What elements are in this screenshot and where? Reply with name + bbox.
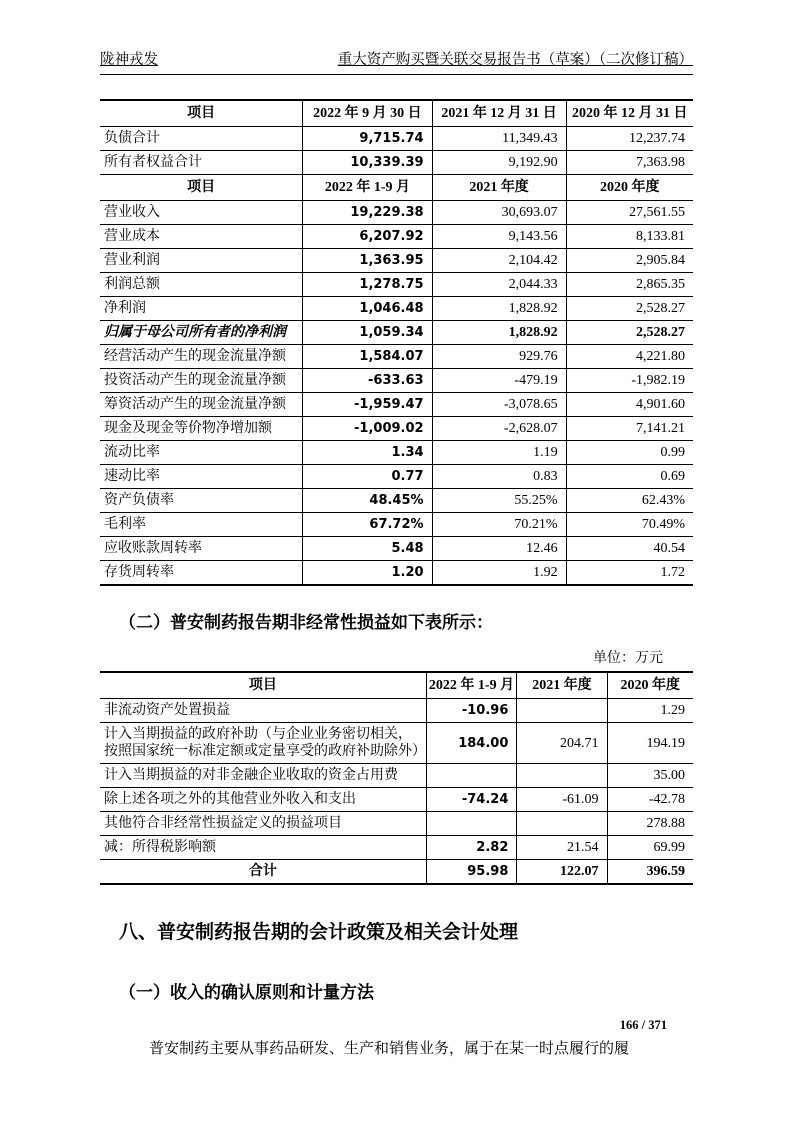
cell-value: 2022 年 1-9 月 <box>426 672 517 699</box>
row-label: 计入当期损益的对非金融企业收取的资金占用费 <box>100 764 426 788</box>
cell-value: 184.00 <box>426 723 517 764</box>
table-row <box>100 417 693 441</box>
cell-value: 30,693.07 <box>432 201 566 225</box>
row-label: 速动比率 <box>100 465 303 489</box>
body-paragraph: 普安制药主要从事药品研发、生产和销售业务，属于在某一时点履行的履 <box>149 1041 630 1057</box>
header-report-title: 重大资产购买暨关联交易报告书（草案）（二次修订稿） <box>337 52 693 68</box>
cell-value: 4,221.80 <box>566 345 693 369</box>
cell-value: 8,133.81 <box>566 225 693 249</box>
cell-value: 67.72% <box>303 513 432 537</box>
cell-value: 2021 年 12 月 31 日 <box>432 100 566 127</box>
cell-value: -1,959.47 <box>303 393 432 417</box>
row-label: 筹资活动产生的现金流量净额 <box>100 393 303 417</box>
cell-value: 27,561.55 <box>566 201 693 225</box>
table-row <box>100 127 693 151</box>
cell-value: 929.76 <box>432 345 566 369</box>
cell-value: 9,192.90 <box>432 151 566 175</box>
cell-value: 2021 年度 <box>432 175 566 201</box>
running-header <box>100 48 693 75</box>
table-row <box>100 297 693 321</box>
cell-value: 11,349.43 <box>432 127 566 151</box>
row-label: 利润总额 <box>100 273 303 297</box>
cell-value: 194.19 <box>607 723 693 764</box>
section-heading-nonrecurring: （二）普安制药报告期非经常性损益如下表所示： <box>119 613 493 632</box>
cell-value: 40.54 <box>566 537 693 561</box>
table-row <box>100 441 693 465</box>
cell-value: -3,078.65 <box>432 393 566 417</box>
cell-value: 1,046.48 <box>303 297 432 321</box>
cell-value: 70.49% <box>566 513 693 537</box>
row-label: 营业收入 <box>100 201 303 225</box>
cell-value: 2,905.84 <box>566 249 693 273</box>
nonrecurring-gains-table <box>100 671 693 885</box>
cell-value: 12,237.74 <box>566 127 693 151</box>
cell-value: 95.98 <box>426 860 517 885</box>
cell-value: 10,339.39 <box>303 151 432 175</box>
cell-value <box>426 764 517 788</box>
row-label: 除上述各项之外的其他营业外收入和支出 <box>100 788 426 812</box>
table-row <box>100 489 693 513</box>
cell-value: 2020 年 12 月 31 日 <box>566 100 693 127</box>
cell-value: 7,141.21 <box>566 417 693 441</box>
unit-label: 单位：万元 <box>593 651 663 666</box>
row-label: 净利润 <box>100 297 303 321</box>
cell-value: 1.92 <box>432 561 566 586</box>
cell-value: 35.00 <box>607 764 693 788</box>
cell-value: 2020 年度 <box>607 672 693 699</box>
cell-value: -633.63 <box>303 369 432 393</box>
cell-value: 2,104.42 <box>432 249 566 273</box>
table-header-row <box>100 175 693 201</box>
cell-value: 2020 年度 <box>566 175 693 201</box>
cell-value: 1,828.92 <box>432 297 566 321</box>
cell-value: -61.09 <box>517 788 607 812</box>
row-label: 存货周转率 <box>100 561 303 586</box>
table-row <box>100 561 693 586</box>
row-label: 营业利润 <box>100 249 303 273</box>
cell-value: 1.20 <box>303 561 432 586</box>
cell-value: -1,009.02 <box>303 417 432 441</box>
row-label: 营业成本 <box>100 225 303 249</box>
cell-value: 0.77 <box>303 465 432 489</box>
table-row <box>100 249 693 273</box>
header-company-name: 陇神戎发 <box>100 52 158 68</box>
table-row <box>100 369 693 393</box>
row-label: 归属于母公司所有者的净利润 <box>100 321 303 345</box>
cell-value: -479.19 <box>432 369 566 393</box>
cell-value: 9,143.56 <box>432 225 566 249</box>
table-row <box>100 537 693 561</box>
row-label: 其他符合非经常性损益定义的损益项目 <box>100 812 426 836</box>
table-row <box>100 764 693 788</box>
row-label: 所有者权益合计 <box>100 151 303 175</box>
row-label: 投资活动产生的现金流量净额 <box>100 369 303 393</box>
cell-value: 1.29 <box>607 699 693 723</box>
cell-value: 69.99 <box>607 836 693 860</box>
financial-summary-table <box>100 99 693 586</box>
cell-value: 2,528.27 <box>566 297 693 321</box>
cell-value: 4,901.60 <box>566 393 693 417</box>
row-label: 项目 <box>100 100 303 127</box>
cell-value: -10.96 <box>426 699 517 723</box>
row-label: 计入当期损益的政府补助（与企业业务密切相关，按照国家统一标准定额或定量享受的政府补助除外） <box>100 723 426 764</box>
table-row <box>100 225 693 249</box>
table-row <box>100 201 693 225</box>
cell-value: 0.69 <box>566 465 693 489</box>
cell-value: -2,628.07 <box>432 417 566 441</box>
cell-value: -1,982.19 <box>566 369 693 393</box>
cell-value: 12.46 <box>432 537 566 561</box>
cell-value: 6,207.92 <box>303 225 432 249</box>
table-row <box>100 393 693 417</box>
cell-value: 396.59 <box>607 860 693 885</box>
row-label: 负债合计 <box>100 127 303 151</box>
cell-value <box>517 764 607 788</box>
cell-value: 62.43% <box>566 489 693 513</box>
row-label: 合计 <box>100 860 426 885</box>
table-row <box>100 860 693 885</box>
cell-value: 1,828.92 <box>432 321 566 345</box>
cell-value: 1.19 <box>432 441 566 465</box>
page-number: 166 / 371 <box>619 1018 667 1032</box>
cell-value: 2,865.35 <box>566 273 693 297</box>
cell-value: 2022 年 9 月 30 日 <box>303 100 432 127</box>
cell-value: 21.54 <box>517 836 607 860</box>
table-row <box>100 151 693 175</box>
table-header-row <box>100 672 693 699</box>
row-label: 毛利率 <box>100 513 303 537</box>
table-row <box>100 321 693 345</box>
row-label: 资产负债率 <box>100 489 303 513</box>
table-row <box>100 836 693 860</box>
subsection-heading-revenue-recognition: （一）收入的确认原则和计量方法 <box>119 983 374 1002</box>
table-row <box>100 723 693 764</box>
table-row <box>100 788 693 812</box>
row-label: 流动比率 <box>100 441 303 465</box>
cell-value: 55.25% <box>432 489 566 513</box>
cell-value: 1,363.95 <box>303 249 432 273</box>
cell-value <box>517 812 607 836</box>
row-label: 项目 <box>100 175 303 201</box>
table-row <box>100 345 693 369</box>
cell-value <box>517 699 607 723</box>
cell-value: 7,363.98 <box>566 151 693 175</box>
row-label: 减：所得税影响额 <box>100 836 426 860</box>
chapter-heading-accounting-policy: 八、普安制药报告期的会计政策及相关会计处理 <box>119 922 519 943</box>
cell-value: 0.99 <box>566 441 693 465</box>
cell-value: 122.07 <box>517 860 607 885</box>
cell-value: 1,278.75 <box>303 273 432 297</box>
cell-value: 5.48 <box>303 537 432 561</box>
row-label: 非流动资产处置损益 <box>100 699 426 723</box>
row-label: 现金及现金等价物净增加额 <box>100 417 303 441</box>
cell-value: 9,715.74 <box>303 127 432 151</box>
cell-value: -42.78 <box>607 788 693 812</box>
table-header-row <box>100 100 693 127</box>
cell-value: 0.83 <box>432 465 566 489</box>
cell-value: 1,059.34 <box>303 321 432 345</box>
cell-value: 2,528.27 <box>566 321 693 345</box>
cell-value: 2022 年 1-9 月 <box>303 175 432 201</box>
table-row <box>100 699 693 723</box>
table-row <box>100 465 693 489</box>
cell-value: 1,584.07 <box>303 345 432 369</box>
cell-value: 2.82 <box>426 836 517 860</box>
cell-value: 70.21% <box>432 513 566 537</box>
cell-value: 204.71 <box>517 723 607 764</box>
cell-value <box>426 812 517 836</box>
cell-value: 1.34 <box>303 441 432 465</box>
row-label: 经营活动产生的现金流量净额 <box>100 345 303 369</box>
row-label: 应收账款周转率 <box>100 537 303 561</box>
cell-value: 1.72 <box>566 561 693 586</box>
table-row <box>100 513 693 537</box>
cell-value: -74.24 <box>426 788 517 812</box>
cell-value: 48.45% <box>303 489 432 513</box>
cell-value: 2,044.33 <box>432 273 566 297</box>
cell-value: 19,229.38 <box>303 201 432 225</box>
table-row <box>100 812 693 836</box>
row-label: 项目 <box>100 672 426 699</box>
cell-value: 2021 年度 <box>517 672 607 699</box>
table-row <box>100 273 693 297</box>
cell-value: 278.88 <box>607 812 693 836</box>
